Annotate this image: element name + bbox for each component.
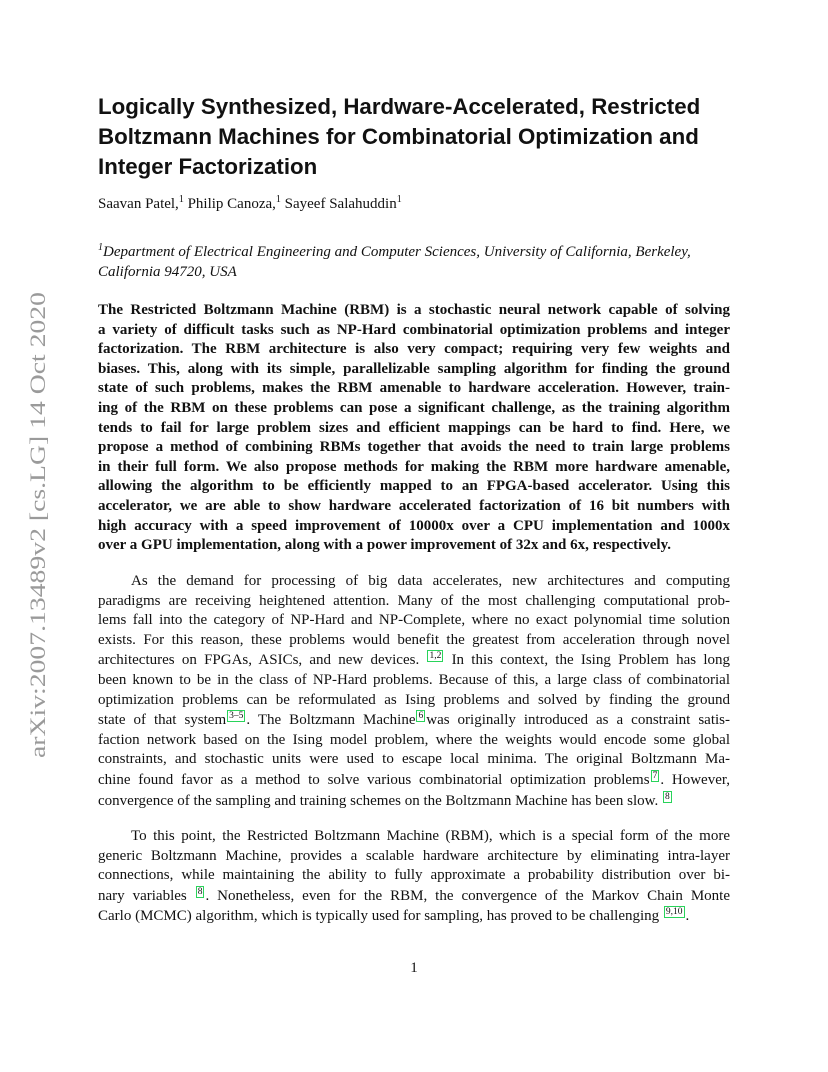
citation-link[interactable]: 9,10 [665,907,683,918]
paragraph-line: faction network based on the Ising model problem, where the weights would encode some global [98,731,730,748]
citation-link[interactable]: 7 [652,770,658,781]
affiliation [98,242,738,282]
citation-link[interactable]: 6 [418,711,424,722]
text-segment: architectures on FPGAs, ASICs, and new devices. [98,652,420,669]
author-affiliation-mark: 1 [178,194,184,205]
paragraph-line: exists. For this reason, these problems would benefit the greatest from acceleration through novel [98,631,730,648]
text-segment: In this context, the Ising Problem has long [451,652,731,669]
text-segment: state of that system [98,712,227,729]
text-segment: . The Boltzmann Machine [246,712,416,729]
paragraph-line: optimization problems can be reformulated as Ising problems and solved by finding the ground [98,691,730,708]
paragraph-line: connections, while maintaining the ability to fully approximate a probability distribution over bi- [98,867,730,884]
affiliation-line [98,242,738,262]
paragraph-line [98,906,730,927]
abstract-line: state of such problems, makes the RBM amenable to hardware acceleration. However, train- [98,380,730,397]
text-segment: . Nonetheless, even for the RBM, the convergence of the Markov Chain Monte [205,887,731,904]
text-segment: convergence of the sampling and training schemes on the Boltzmann Machine has been slow. [98,792,659,809]
text-segment: chine found favor as a method to solve various combinatorial optimization problems [98,771,650,788]
abstract-line: factorization. The RBM architecture is also very compact; requiring very few weights and [98,341,730,358]
abstract-line: tends to fail for large problem sizes and efficient mappings can be hard to find. Here, we [98,419,730,436]
affiliation-mark: 1 [98,242,103,253]
abstract-line: The Restricted Boltzmann Machine (RBM) is a stochastic neural network capable of solving [98,302,730,318]
paragraph-line [98,710,730,731]
citation-link[interactable]: 8 [197,886,203,897]
paragraph-line: generic Boltzmann Machine, provides a scalable hardware architecture by eliminating intra-layer [98,847,730,864]
title-line: Logically Synthesized, Hardware-Accelerated, Restricted [98,94,701,119]
abstract-line: ing of the RBM on these problems can pose a significant challenge, as the training algorithm [98,399,730,416]
paragraph-line: constraints, and stochastic units were used to escape local minima. The original Boltzmann Ma- [98,751,730,768]
paragraph-line: lems fall into the category of NP-Hard and NP-Complete, where no exact polynomial time solution [98,612,730,629]
author-list [98,196,402,213]
author-affiliation-mark: 1 [396,194,402,205]
affiliation-text: Department of Electrical Engineering and Computer Sciences, University of California, Berkeley, [103,244,691,260]
abstract [98,301,730,556]
text-segment: Carlo (MCMC) algorithm, which is typically used for sampling, has proved to be challenging [98,908,660,925]
body-paragraph-2 [98,827,730,927]
abstract-line: allowing the algorithm to be efficiently mapped to an FPGA-based accelerator. Using this [98,478,730,495]
abstract-line: accelerator, we are able to show hardware accelerated factorization of 16 bit numbers with [98,497,730,514]
abstract-line: propose a method of combining RBMs together that avoids the need to train large problems [98,439,730,456]
text-segment: nary variables [98,887,187,904]
citation-link[interactable]: 3–5 [229,711,244,722]
paragraph-line [98,791,730,812]
text-segment: . [685,908,690,925]
body-paragraph-1 [98,572,730,811]
arxiv-identifier-text: arXiv:2007.13489v2 [cs.LG] 14 Oct 2020 [25,379,50,758]
author-name: Sayeef Salahuddin [284,196,397,212]
paragraph-line [98,886,730,907]
paragraph-line: been known to be in the class of NP-Hard problems. Because of this, a large class of combinatorial [98,671,730,688]
text-segment: . However, [660,771,730,788]
abstract-line: high accuracy with a speed improvement of 10000x over a CPU implementation and 1000x [98,517,730,534]
text-segment: was originally introduced as a constraint satis- [426,712,730,729]
arxiv-identifier-stamp [15,290,57,760]
abstract-line: biases. This, along with its simple, parallelizable sampling algorithm for finding the ground [98,360,730,377]
abstract-line: over a GPU implementation, along with a power improvement of 32x and 6x, respectively. [98,537,672,554]
title-line: Integer Factorization [98,154,318,179]
abstract-line: in their full form. We also propose methods for making the RBM more hardware amenable, [98,458,730,475]
paragraph-line [98,650,730,671]
abstract-line: a variety of difficult tasks such as NP-Hard combinatorial optimization problems and integer [98,321,730,338]
paragraph-line: paradigms are receiving heightened attention. Many of the most challenging computational prob- [98,592,730,609]
paragraph-line: As the demand for processing of big data accelerates, new architectures and computing [131,573,730,589]
citation-link[interactable]: 8 [665,791,670,802]
author-name: Philip Canoza, [187,196,276,212]
page-number: 1 [410,960,418,976]
citation-link[interactable]: 1,2 [429,651,442,662]
affiliation-line: California 94720, USA [98,264,237,280]
title-line: Boltzmann Machines for Combinatorial Optimization and [98,124,699,149]
paragraph-line: To this point, the Restricted Boltzmann Machine (RBM), which is a special form of the more [131,828,730,844]
paragraph-line [98,770,730,791]
paper-title [98,92,758,182]
author-name: Saavan Patel, [98,196,179,212]
author-affiliation-mark: 1 [275,194,281,205]
